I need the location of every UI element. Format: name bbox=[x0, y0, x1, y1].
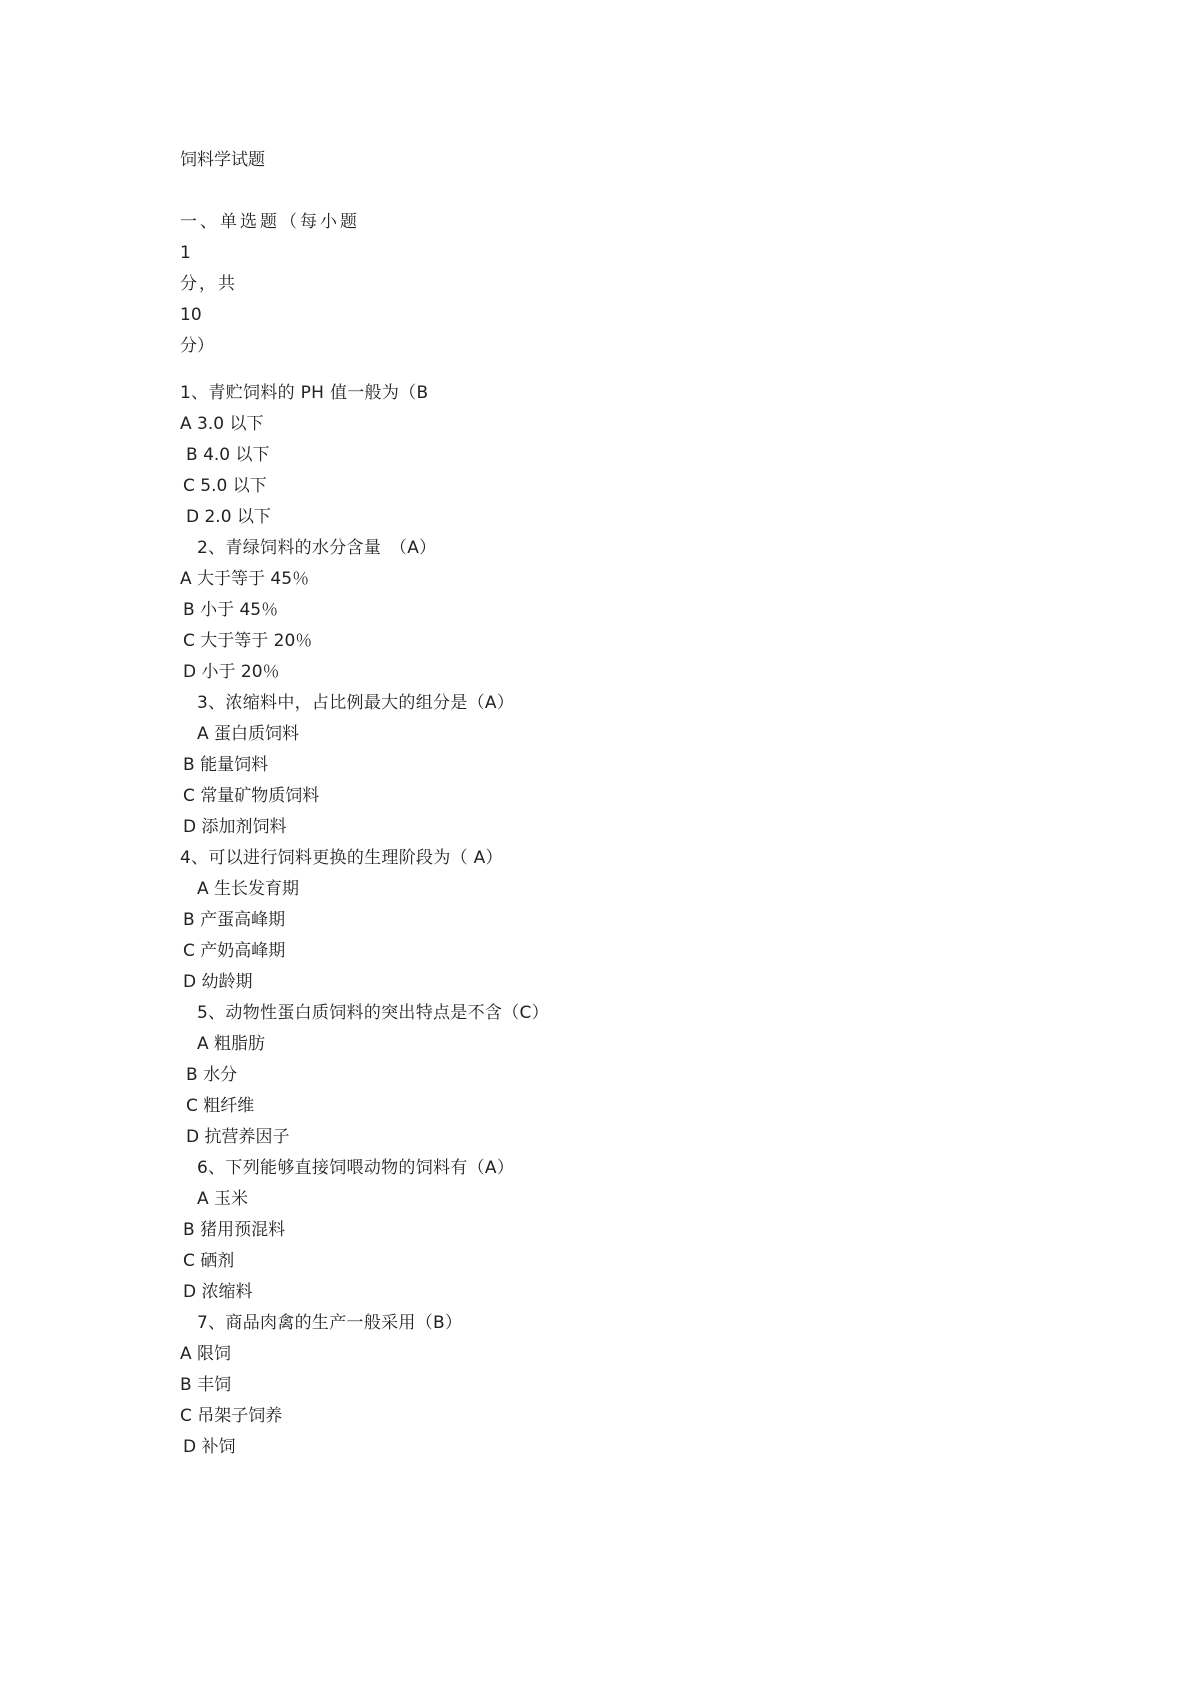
question-option: A 蛋白质饲料 bbox=[197, 724, 300, 744]
question-stem: 3、浓缩料中，占比例最大的组分是（A） bbox=[197, 693, 515, 713]
question-option: D 添加剂饲料 bbox=[183, 817, 287, 837]
question-option: C 产奶高峰期 bbox=[183, 941, 286, 961]
question-option: B 水分 bbox=[186, 1065, 238, 1085]
question-option: D 浓缩料 bbox=[183, 1282, 253, 1302]
question-stem: 6、下列能够直接饲喂动物的饲料有（A） bbox=[197, 1158, 515, 1178]
question-option: B 4.0 以下 bbox=[186, 445, 270, 465]
question-stem: 2、青绿饲料的水分含量 （A） bbox=[197, 538, 437, 558]
question-option: B 猪用预混料 bbox=[183, 1220, 286, 1240]
question-option: B 产蛋高峰期 bbox=[183, 910, 286, 930]
question-stem: 4、可以进行饲料更换的生理阶段为（ A） bbox=[180, 848, 503, 868]
question-option: A 粗脂肪 bbox=[197, 1034, 266, 1054]
question-option: A 生长发育期 bbox=[197, 879, 300, 899]
question-option: C 粗纤维 bbox=[186, 1096, 255, 1116]
question-option: D 抗营养因子 bbox=[186, 1127, 290, 1147]
section-heading-total: 10 bbox=[180, 305, 202, 325]
document-title: 饲料学试题 bbox=[180, 150, 265, 170]
section-heading-end: 分） bbox=[180, 336, 214, 356]
question-option: A 限饲 bbox=[180, 1344, 232, 1364]
section-heading-points: 1 bbox=[180, 243, 191, 263]
question-option: D 补饲 bbox=[183, 1437, 236, 1457]
question-option: B 能量饲料 bbox=[183, 755, 269, 775]
question-option: B 小于 45％ bbox=[183, 600, 279, 620]
question-option: C 5.0 以下 bbox=[183, 476, 267, 496]
question-stem: 1、青贮饲料的 PH 值一般为（B bbox=[180, 383, 429, 403]
question-option: A 玉米 bbox=[197, 1189, 249, 1209]
question-option: A 大于等于 45％ bbox=[180, 569, 310, 589]
question-option: B 丰饲 bbox=[180, 1375, 232, 1395]
question-option: D 小于 20％ bbox=[183, 662, 280, 682]
question-option: C 吊架子饲养 bbox=[180, 1406, 283, 1426]
question-option: D 幼龄期 bbox=[183, 972, 253, 992]
question-option: A 3.0 以下 bbox=[180, 414, 264, 434]
question-stem: 7、商品肉禽的生产一般采用（B） bbox=[197, 1313, 463, 1333]
question-option: C 硒剂 bbox=[183, 1251, 235, 1271]
question-option: D 2.0 以下 bbox=[186, 507, 271, 527]
question-stem: 5、动物性蛋白质饲料的突出特点是不含（C） bbox=[197, 1003, 549, 1023]
section-heading-unit: 分，共 bbox=[180, 274, 237, 294]
question-option: C 常量矿物质饲料 bbox=[183, 786, 320, 806]
section-heading: 一、单选题（每小题 bbox=[180, 212, 360, 232]
question-option: C 大于等于 20％ bbox=[183, 631, 313, 651]
